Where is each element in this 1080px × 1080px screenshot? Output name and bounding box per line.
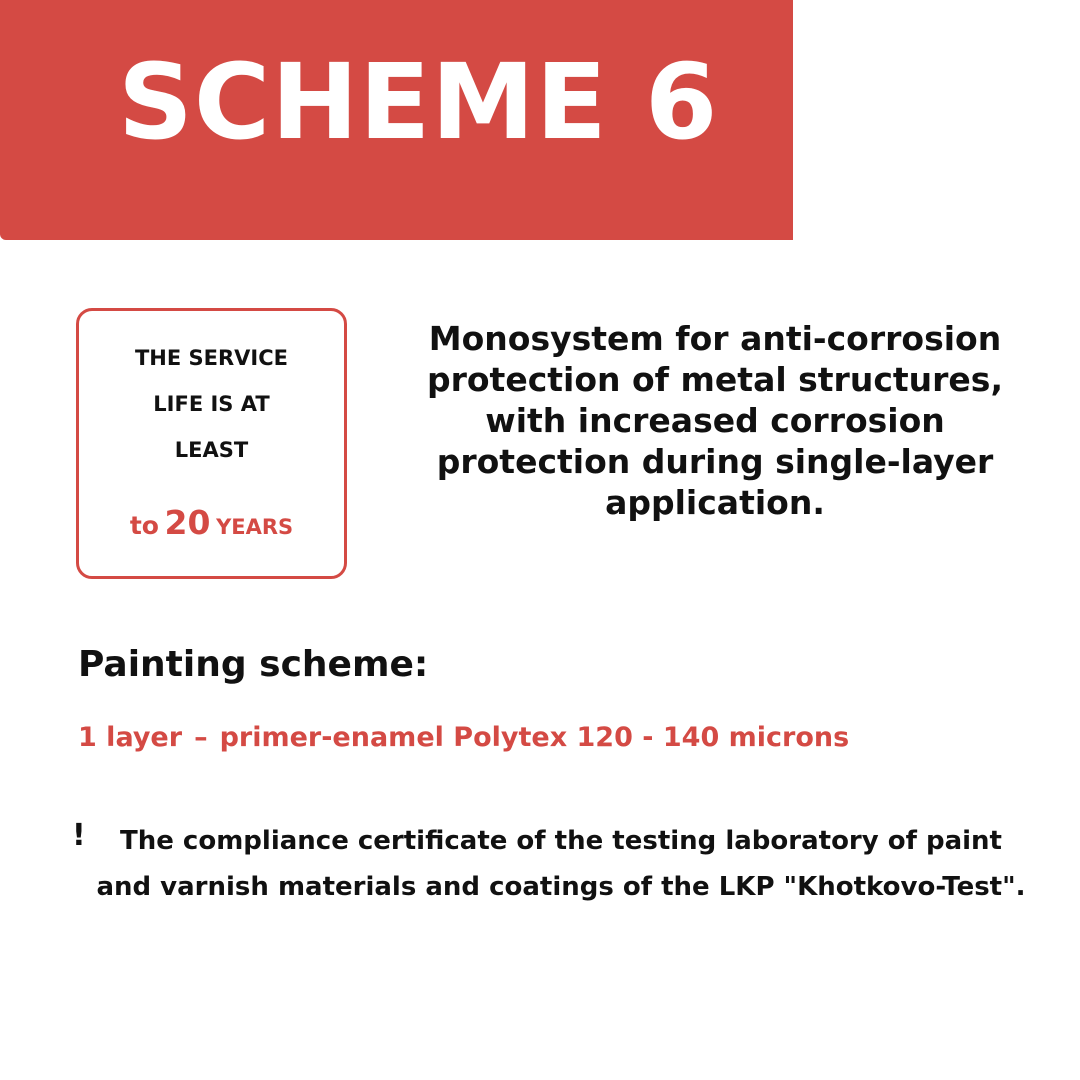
service-life-box — [76, 308, 347, 579]
certificate-note: The compliance certificate of the testing laboratory of paint and varnish materials and coatings of the LKP "Khotkovo-Test". — [96, 826, 1026, 902]
page-title: SCHEME 6 — [118, 41, 719, 163]
service-life-number: 20 — [164, 503, 211, 542]
service-life-unit: YEARS — [216, 515, 294, 539]
painting-scheme-heading: Painting scheme: — [78, 644, 429, 685]
layer-specification — [78, 722, 849, 753]
exclamation-icon: ! — [72, 818, 86, 853]
layer-separator: – — [194, 722, 208, 753]
layer-count: 1 layer — [78, 722, 183, 753]
service-life-label: THE SERVICE LIFE IS AT LEAST — [134, 346, 289, 462]
service-life-prefix: to — [129, 511, 159, 540]
system-description: Monosystem for anti-corrosion protection of metal structures, with increased corrosion protection during single-layer application. — [426, 319, 1003, 522]
header-banner — [0, 0, 793, 240]
layer-spec: primer-enamel Polytex 120 - 140 microns — [219, 722, 850, 753]
service-life-value — [79, 503, 344, 542]
